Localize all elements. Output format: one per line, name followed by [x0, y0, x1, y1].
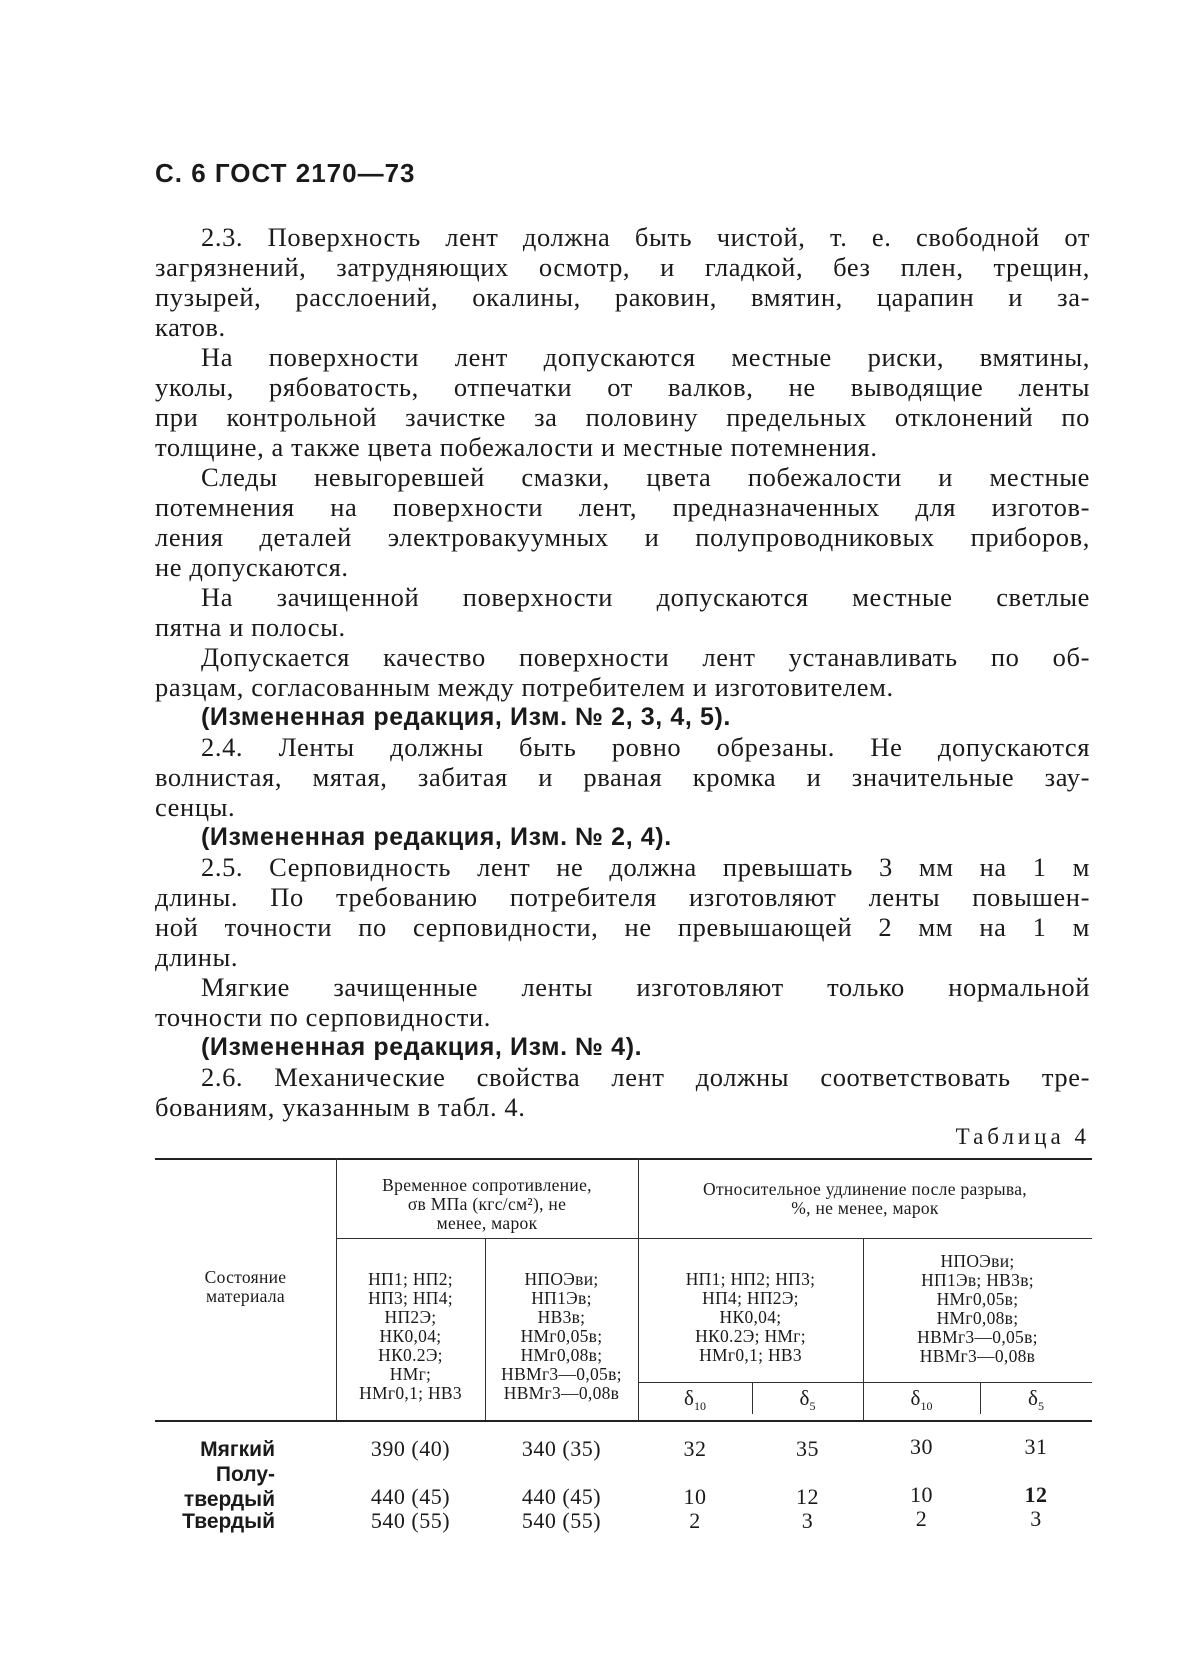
delta10-header: $\delta_{10}$ [684, 1386, 706, 1414]
paragraph-line: не допускаются. [155, 552, 349, 582]
table-cell: 32 [683, 1436, 707, 1461]
row-label: Мягкий [200, 1438, 275, 1461]
strength-header: Временное сопротивление, σв МПа (кгс/см²), не менее, марок [382, 1175, 592, 1233]
paragraph-line: загрязнений, затрудняющих осмотр, и гладкой, без плен, трещин, [155, 252, 1090, 282]
paragraph-line: точности по серповидности. [155, 1002, 491, 1032]
revision-note: (Измененная редакция, Изм. № 2, 3, 4, 5). [201, 703, 731, 731]
paragraph-line: катов. [155, 312, 226, 342]
paragraph-line: пятна и полосы. [155, 612, 346, 642]
delta10-header: $\delta_{10}$ [910, 1386, 933, 1414]
elongation-header: Относительное удлинение после разрыва, %, не менее, марок [703, 1179, 1027, 1218]
paragraph-line: пузырей, расслоений, окалины, раковин, вмятин, царапин и за- [155, 282, 1090, 312]
table-cell: 35 [796, 1436, 819, 1461]
revision-note: (Измененная редакция, Изм. № 4). [201, 1033, 643, 1061]
table-cell: 12 [796, 1484, 819, 1509]
table-cell: 3 [1030, 1506, 1042, 1531]
table-cell: 390 (40) [370, 1436, 451, 1461]
paragraph-line: ления деталей электровакуумных и полупроводниковых приборов, [155, 522, 1090, 552]
table-cell: 31 [1024, 1434, 1048, 1459]
mechanical-properties-table [155, 1158, 1092, 1548]
state-header: Состояние материала [204, 1267, 287, 1306]
header-divider [638, 1382, 1092, 1383]
table-cell: 440 (45) [370, 1484, 451, 1509]
table-cell: 440 (45) [521, 1484, 602, 1509]
paragraph-line: уколы, рябоватость, отпечатки от валков, не выводящие ленты [155, 372, 1090, 402]
paragraph-line: волнистая, мятая, забитая и рваная кромка и значительные зау- [155, 762, 1090, 792]
paragraph-line: На зачищенной поверхности допускаются местные светлые [201, 582, 1090, 612]
revision-note: (Измененная редакция, Изм. № 2, 4). [201, 823, 672, 851]
paragraph-line: длины. По требованию потребителя изготовляют ленты повышен- [155, 882, 1090, 912]
paragraph-line: 2.3. Поверхность лент должна быть чистой, т. е. свободной от [201, 222, 1090, 252]
paragraph-line: разцам, согласованным между потребителем и изготовителем. [155, 672, 894, 702]
table-cell: 2 [689, 1508, 701, 1533]
paragraph-line: Допускается качество поверхности лент устанавливать по об- [201, 642, 1090, 672]
table-cell: 340 (35) [521, 1436, 602, 1461]
paragraph-line: бованиям, указанным в табл. 4. [155, 1092, 526, 1122]
paragraph-line: 2.4. Ленты должны быть ровно обрезаны. Не допускаются [201, 732, 1090, 762]
table-top-rule [155, 1158, 1092, 1160]
paragraph-line: Мягкие зачищенные ленты изготовляют только нормальной [201, 972, 1090, 1002]
table-cell: 540 (55) [521, 1508, 602, 1533]
paragraph-line: 2.5. Серповидность лент не должна превышать 3 мм на 1 м [201, 852, 1090, 882]
grades-elongation-a: НП1; НП2; НП3; НП4; НП2Э; НК0,04; НК0.2Э; НМг; НМг0,1; НВ3 [685, 1269, 816, 1365]
page-header: С. 6 ГОСТ 2170—73 [155, 158, 416, 188]
header-divider [336, 1238, 1092, 1239]
delta5-header: $\delta_5$ [1028, 1386, 1044, 1414]
table-cell: 2 [915, 1506, 928, 1531]
grades-strength-a: НП1; НП2; НП3; НП4; НП2Э; НК0,04; НК0.2Э; НМг; НМг0,1; НВ3 [359, 1269, 462, 1403]
row-label: Полу- твердый [183, 1463, 275, 1511]
table-cell: 3 [801, 1508, 814, 1533]
paragraph-line: длины. [155, 942, 239, 972]
paragraph-line: сенцы. [155, 792, 236, 822]
table-cell: 12 [1024, 1482, 1048, 1507]
table-cell: 10 [683, 1484, 707, 1509]
delta5-header: $\delta_5$ [799, 1386, 816, 1414]
paragraph-line: толщине, а также цвета побежалости и местные потемнения. [155, 432, 878, 462]
header-bottom-rule [155, 1420, 1092, 1422]
table-cell: 10 [910, 1482, 933, 1507]
table-cell: 30 [910, 1434, 933, 1459]
grades-strength-b: НПОЭви; НП1Эв; НВ3в; НМг0,05в; НМг0,08в; НВМг3—0,05в; НВМг3—0,08в [501, 1269, 622, 1403]
paragraph-line: потемнения на поверхности лент, предназначенных для изготов- [155, 492, 1090, 522]
table-caption: Таблица 4 [955, 1124, 1090, 1149]
grades-elongation-b: НПОЭви; НП1Эв; НВ3в; НМг0,05в; НМг0,08в; НВМг3—0,05в; НВМг3—0,08в [917, 1251, 1038, 1366]
paragraph-line: при контрольной зачистке за половину предельных отклонений по [155, 402, 1090, 432]
body-text [155, 222, 1090, 1122]
paragraph-line: ной точности по серповидности, не превышающей 2 мм на 1 м [155, 912, 1090, 942]
paragraph-line: Следы невыгоревшей смазки, цвета побежалости и местные [201, 462, 1090, 492]
paragraph-line: 2.6. Механические свойства лент должны соответствовать тре- [201, 1062, 1090, 1092]
table-cell: 540 (55) [370, 1508, 451, 1533]
paragraph-line: На поверхности лент допускаются местные риски, вмятины, [201, 342, 1090, 372]
row-label: Твердый [182, 1510, 275, 1533]
